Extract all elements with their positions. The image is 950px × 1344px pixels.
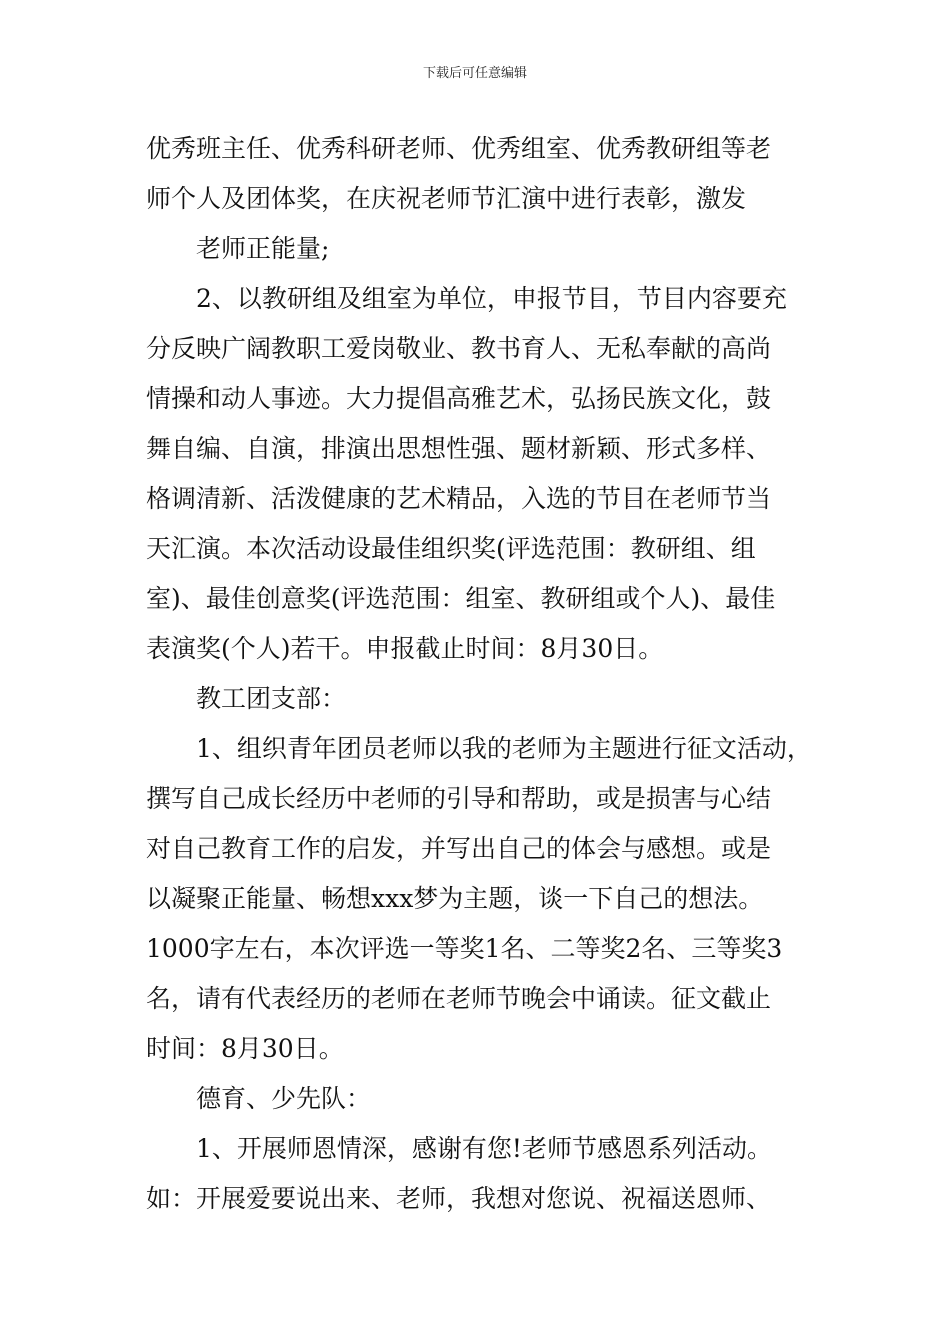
text-line: 对自己教育工作的启发，并写出自己的体会与感想。或是 bbox=[146, 834, 772, 863]
section-heading: 教工团支部： bbox=[196, 684, 347, 713]
paragraph-start-line: 1、组织青年团员老师以我的老师为主题进行征文活动， bbox=[196, 734, 812, 763]
text-line: 优秀班主任、优秀科研老师、优秀组室、优秀教研组等老 bbox=[146, 134, 772, 163]
text-line: 1000字左右，本次评选一等奖1名、二等奖2名、三等奖3 bbox=[146, 934, 783, 963]
text-line: 分反映广阔教职工爱岗敬业、教书育人、无私奉献的高尚 bbox=[146, 334, 772, 363]
text-line: 情操和动人事迹。大力提倡高雅艺术，弘扬民族文化，鼓 bbox=[146, 384, 772, 413]
text-line: 时间：8月30日。 bbox=[146, 1034, 344, 1063]
text-line: 名，请有代表经历的老师在老师节晚会中诵读。征文截止 bbox=[146, 984, 772, 1013]
text-line: 如：开展爱要说出来、老师，我想对您说、祝福送恩师、 bbox=[146, 1184, 772, 1213]
text-line: 老师正能量; bbox=[196, 234, 330, 263]
text-line: 撰写自己成长经历中老师的引导和帮助，或是损害与心结 bbox=[146, 784, 772, 813]
text-line: 表演奖(个人)若干。申报截止时间：8月30日。 bbox=[146, 634, 664, 663]
text-line: 以凝聚正能量、畅想xxx梦为主题，谈一下自己的想法。 bbox=[146, 884, 764, 913]
paragraph-start-line: 2、以教研组及组室为单位，申报节目，节目内容要充 bbox=[196, 284, 787, 313]
section-heading: 德育、少先队： bbox=[196, 1084, 372, 1113]
text-line: 师个人及团体奖，在庆祝老师节汇演中进行表彰，激发 bbox=[146, 184, 747, 213]
text-line: 舞自编、自演，排演出思想性强、题材新颖、形式多样、 bbox=[146, 434, 772, 463]
document-body bbox=[146, 124, 816, 1224]
text-line: 室)、最佳创意奖(评选范围：组室、教研组或个人)、最佳 bbox=[146, 584, 776, 613]
page-header: 下载后可任意编辑 bbox=[422, 66, 527, 81]
paragraph-start-line: 1、开展师恩情深，感谢有您!老师节感恩系列活动。 bbox=[196, 1134, 772, 1163]
text-line: 天汇演。本次活动设最佳组织奖(评选范围：教研组、组 bbox=[146, 534, 756, 563]
text-line: 格调清新、活泼健康的艺术精品，入选的节目在老师节当 bbox=[146, 484, 772, 513]
